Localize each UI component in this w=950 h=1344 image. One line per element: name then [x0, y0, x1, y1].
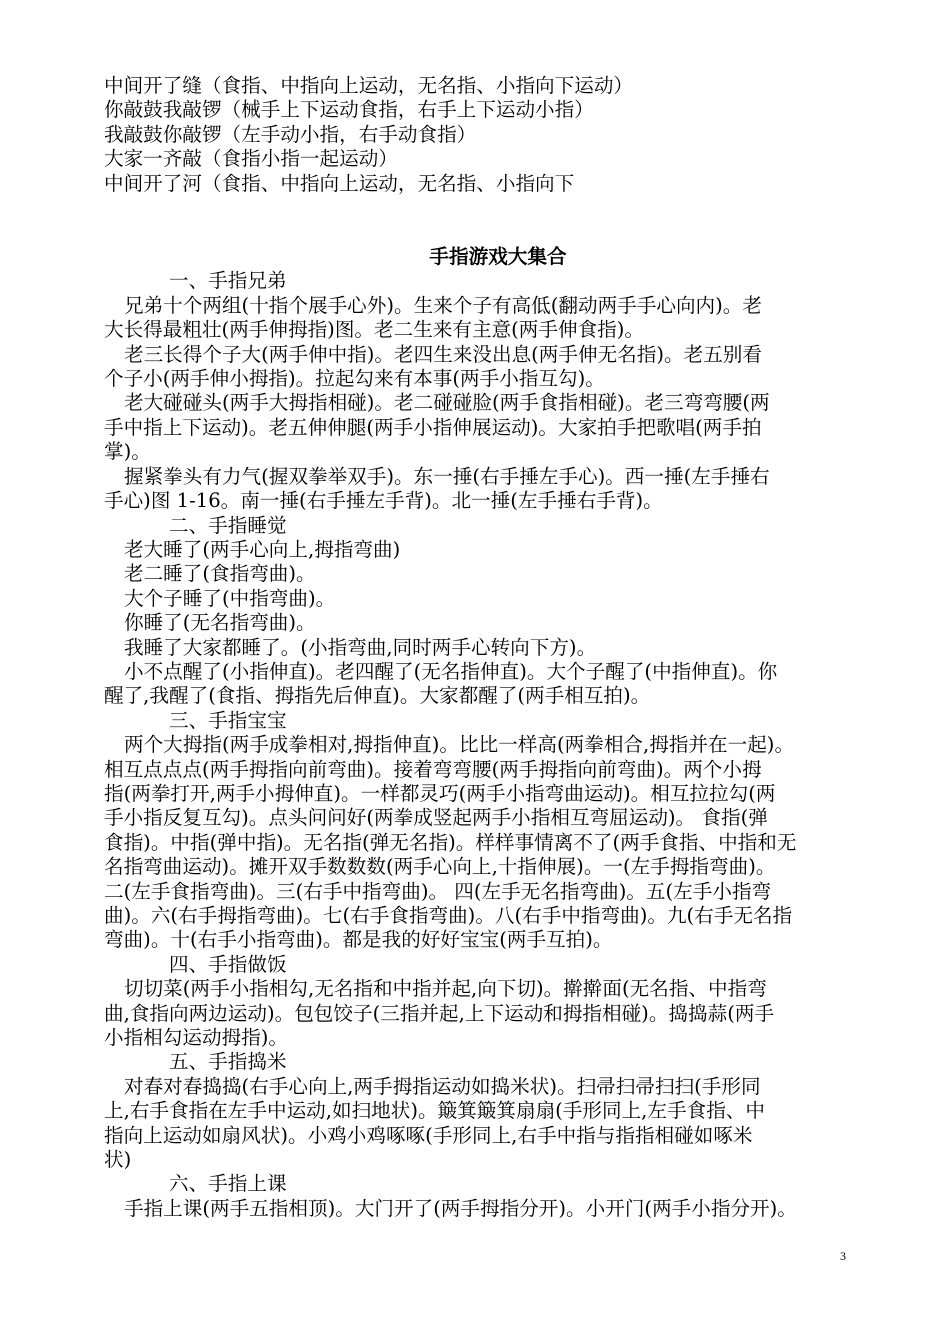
section-block: [104, 1050, 852, 1172]
paragraph-line: 指(两拳打开,两手小拇伸直)。一样都灵巧(两手小指弯曲运动)。相互拉拉勾(两: [104, 781, 776, 805]
paragraph-line: 老二睡了(食指弯曲)。: [124, 562, 316, 586]
paragraph-line: 醒了,我醒了(食指、拇指先后伸直)。大家都醒了(两手相互拍)。: [104, 684, 651, 708]
intro-line: 大家一齐敲（食指小指一起运动）: [104, 147, 398, 171]
paragraph-line: 指向上运动如扇风状)。小鸡小鸡啄啄(手形同上,右手中指与指指相碰如啄米: [104, 1123, 753, 1147]
paragraph-line: 曲,食指向两边运动)。包包饺子(三指并起,上下运动和拇指相碰)。捣捣蒜(两手: [104, 1001, 775, 1025]
paragraph-line: 曲)。六(右手拇指弯曲)。七(右手食指弯曲)。八(右手中指弯曲)。九(右手无名指: [104, 904, 793, 927]
intro-line: 中间开了缝（食指、中指向上运动，无名指、小指向下运动）: [104, 74, 634, 97]
paragraph-line: 老三长得个子大(两手伸中指)。老四生来没出息(两手伸无名指)。老五别看: [124, 342, 762, 366]
paragraph-line: 弯曲)。十(右手小指弯曲)。都是我的好好宝宝(两手互拍)。: [104, 928, 613, 952]
paragraph-line: 相互点点点(两手拇指向前弯曲)。接着弯弯腰(两手拇指向前弯曲)。两个小拇: [104, 757, 762, 781]
sections-container: [104, 269, 852, 1221]
intro-block: [104, 74, 852, 196]
paragraph-line: 大个子睡了(中指弯曲)。: [124, 586, 336, 610]
paragraph-line: 你睡了(无名指弯曲)。: [124, 611, 316, 635]
section-heading: 六、手指上课: [169, 1172, 287, 1196]
intro-line: 你敲鼓我敲锣（械手上下运动食指，右手上下运动小指）: [104, 98, 594, 122]
paragraph-line: 手小指反复互勾)。点头问问好(两拳成竖起两手小指相互弯屈运动)。 食指(弹: [104, 806, 768, 830]
paragraph-line: 老大睡了(两手心向上,拇指弯曲): [124, 537, 401, 561]
page-number: 3: [840, 1249, 846, 1263]
section-heading: 一、手指兄弟: [169, 269, 287, 293]
intro-line: 中间开了河（食指、中指向上运动，无名指、小指向下: [104, 171, 575, 195]
paragraph-line: 大长得最粗壮(两手伸拇指)图。老二生来有主意(两手伸食指)。: [104, 318, 645, 342]
paragraph-line: 手指上课(两手五指相顶)。大门开了(两手拇指分开)。小开门(两手小指分开)。: [124, 1196, 797, 1220]
document-page: [104, 74, 852, 1221]
paragraph-line: 二(左手食指弯曲)。三(右手中指弯曲)。 四(左手无名指弯曲)。五(左手小指弯: [104, 879, 772, 903]
paragraph-line: 老大碰碰头(两手大拇指相碰)。老二碰碰脸(两手食指相碰)。老三弯弯腰(两: [124, 391, 770, 415]
section-heading: 五、手指捣米: [169, 1050, 287, 1074]
paragraph-line: 小不点醒了(小指伸直)。老四醒了(无名指伸直)。大个子醒了(中指伸直)。你: [124, 659, 778, 683]
paragraph-line: 个子小(两手伸小拇指)。拉起勾来有本事(两手小指互勾)。: [104, 367, 605, 391]
paragraph-line: 手心)图 1-16。南一捶(右手捶左手背)。北一捶(左手捶右手背)。: [104, 489, 663, 513]
paragraph-line: 握紧拳头有力气(握双拳举双手)。东一捶(右手捶左手心)。西一捶(左手捶右: [124, 464, 770, 488]
section-heading: 四、手指做饭: [169, 952, 287, 976]
paragraph-line: 对春对春捣捣(右手心向上,两手拇指运动如捣米状)。扫帚扫帚扫扫(手形同: [124, 1074, 761, 1098]
paragraph-line: 名指弯曲运动)。摊开双手数数数(两手心向上,十指伸展)。一(左手拇指弯曲)。: [104, 855, 776, 879]
paragraph-line: 切切菜(两手小指相勾,无名指和中指并起,向下切)。擀擀面(无名指、中指弯: [124, 977, 767, 1001]
section-gap: [104, 196, 852, 245]
paragraph-line: 上,右手食指在左手中运动,如扫地状)。簸箕簸箕扇扇(手形同上,左手食指、中: [104, 1099, 765, 1123]
section-block: [104, 953, 852, 1051]
paragraph-line: 我睡了大家都睡了。(小指弯曲,同时两手心转向下方)。: [124, 635, 597, 659]
paragraph-line: 两个大拇指(两手成拳相对,拇指伸直)。比比一样高(两拳相合,拇指并在一起)。: [124, 733, 795, 757]
paragraph-line: 食指)。中指(弹中指)。无名指(弹无名指)。样样事情离不了(两手食指、中指和无: [104, 830, 797, 854]
paragraph-line: 状): [104, 1148, 132, 1172]
section-heading: 三、手指宝宝: [169, 708, 287, 732]
section-block: [104, 1172, 852, 1221]
section-block: [104, 514, 852, 709]
document-title: 手指游戏大集合: [429, 245, 567, 269]
paragraph-line: 掌)。: [104, 440, 151, 464]
intro-line: 我敲鼓你敲锣（左手动小指，右手动食指）: [104, 122, 477, 146]
paragraph-line: 小指相勾运动拇指)。: [104, 1026, 288, 1050]
section-block: [104, 269, 852, 513]
section-block: [104, 709, 852, 953]
paragraph-line: 手中指上下运动)。老五伸伸腿(两手小指伸展运动)。大家拍手把歌唱(两手拍: [104, 415, 762, 439]
paragraph-line: 兄弟十个两组(十指个展手心外)。生来个子有高低(翻动两手手心向内)。老: [124, 293, 762, 317]
section-heading: 二、手指睡觉: [169, 513, 287, 537]
